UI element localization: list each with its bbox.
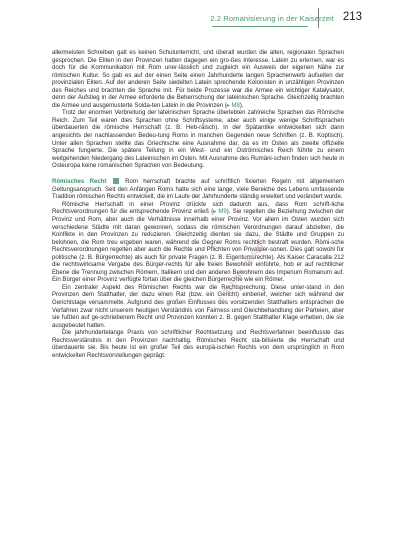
header-divider	[318, 8, 319, 28]
paragraph-4	[52, 202, 344, 285]
header-rule	[212, 26, 308, 27]
paragraph-1	[52, 50, 344, 110]
running-head: 2.2 Romanisierung in der Kaiserzeit	[210, 14, 334, 23]
paragraph-6: Die jahrhundertelange Praxis von schriftlicher Rechtsetzung und Rechtsverfahren beeinflusste das Rechtsverständnis in den Provinzen nachhaltig. Römisches Recht sta-bilisierte die Herrschaft und überdauerte sie. Bis heute ist ein großer Teil des europä-ischen Rechts von dem ursprünglich in Rom entwickelten Rechtsvorstellungen geprägt.	[52, 330, 344, 359]
paragraph-3-text: Rom herrschaft brachte auf schriftlich fixierten Regeln mit allgemeinem Geltungsanspruch. Seit den Anfängen Roms hatte sich eine lange, viele Bereiche des Lebens umfassende Tradition römischen Rechts entwickelt, die im Laufe der Jahrhunderte ständig erweitert und verändert wurde.	[52, 179, 345, 201]
cross-reference-m9[interactable]: ▸ M9	[213, 209, 227, 216]
section-keyword: Römisches Recht	[52, 179, 107, 186]
paragraph-1-end: ).	[239, 102, 244, 109]
cross-reference-m8[interactable]: ▸ M8	[226, 102, 240, 109]
page-header	[0, 0, 400, 36]
watermark: © Böhlau Verlag	[215, 240, 265, 306]
paragraph-1-text: allermeisten Schreiben galt es keinen Schulunterricht, und überall wurden die alten, regionalen Sprachen gesprochen. Die Eliten in den Provinzen hatten dagegen ein gro-ßes Interesse, Latein zu erlernen, war es doch für die Kommunikation mit Rom uner-lässlich und zugleich ein Ausweis der eigenen Nähe zur römischen Kultur. So gab es auf der einen Seite einen Jahrhunderte langen Sprachenwerb aufseiten der provinzialen Eliten. Auf der anderen Seite siedelten Latein sprechende Kolonisten in unzähligen Provinzen des Reiches und brachten die Sprache mit. Für beide Prozesse war die Armee ein wichtiger Katalysator, denn der Aufstieg in der Armee erforderte die Beherrschung der lateinischen Sprache. Gleichzeitig brachten die Armee und ausgemusterte Solda-ten Latein in die Provinzen (	[52, 50, 344, 109]
paragraph-4-text-b: ). Sie regelten die Beziehung zwischen der Provinz und Rom, aber auch die Verhältnisse innerhalb einer Provinz. Vor allem im Osten wurden sich verschiedene Städte mit daran gewonnen, sodass die römischen Verordnungen darauf abzielten, die Konflikte in den Provinzen zu reduzieren. Gleichzeitig dienten sie dazu, die Städte und Gruppen zu belohnen, die Rom treu ergeben waren, während die Gegner Roms rechtlich bestraft wurden. Römi-sche Rechtsverordnungen regelten aber auch die Rechte und Pflichten von Privatper-sonen. Dies galt sowohl für politische (z. B. Bürgerrechte) als auch für private Fragen (z. B. Eigentumsrechte). Als Kaiser Caracalla 212 die rechtswirksame Vergabe des Bürger-rechts für alle freien Bewohner einführte, hob er auf rechtlicher Ebene die Trennung zwischen Römern, Italikern und den anderen Bewohnern des Imperium Romanum auf. Ein Bürger einer Provinz verfügte fortan über die gleichen Bürgerrechte wie ein Römer.	[52, 209, 344, 284]
paragraph-3	[52, 178, 344, 202]
paragraph-5: Ein zentraler Aspekt des Römischen Rechts war die Rechtsprechung. Diese unter-stand in den Provinzen dem Statthalter, der dazu einen Rat (bzw. ein Gericht) einberief, welcher sich während der Gerichtstage versammelte. Aufgrund des großen Einflusses des vorsitzenden Statthalters entsprachen die Verfahren zwar nicht unserem heutigen Verständnis von Fairness und Gleichbehandlung der Parteien, aber sie fußten auf ge-schriebenem Recht und Provinzen konnten z. B. gegen Statthalter Klage erheben, die sie ausgebeutet hatten.	[52, 284, 344, 329]
paragraph-4-text: Römische Herrschaft in einer Provinz drückte sich dadurch aus, dass Rom schrift-liche Rechtsverordnungen für die entsprechende Provinz erließ (	[52, 201, 344, 216]
paragraph-2: Trotz der enormen Verbreitung der lateinischen Sprache überlebten zahlreiche Sprachen das Römische Reich. Zum Teil waren dies Sprachen ohne Schriftsysteme, aber auch einige wenige Schriftsprachen überdauerten die römische Herrschaft (z. B. Heb-räisch). In der Spätantike entwickelten sich dann angesichts der nachlassenden Bedeu-tung Roms in manchen Gegenden neue Schriften (z. B. Koptisch). Unter allen Sprachen stellte das Griechische eine Ausnahme dar, da es im Osten als zweite offizielle Sprache fungierte. Die spätere Teilung in ein West- und ein Oströmisches Reich führte zu einem weitgehenden Niedergang des Lateinischen im Osten. Mit Ausnahme des Rumäni-schen finden sich heute in Osteuropa keine romanischen Sprachen von Bedeutung.	[52, 110, 344, 170]
margin-square-icon	[113, 178, 119, 184]
page-number: 213	[342, 11, 362, 23]
body-text	[52, 50, 344, 360]
